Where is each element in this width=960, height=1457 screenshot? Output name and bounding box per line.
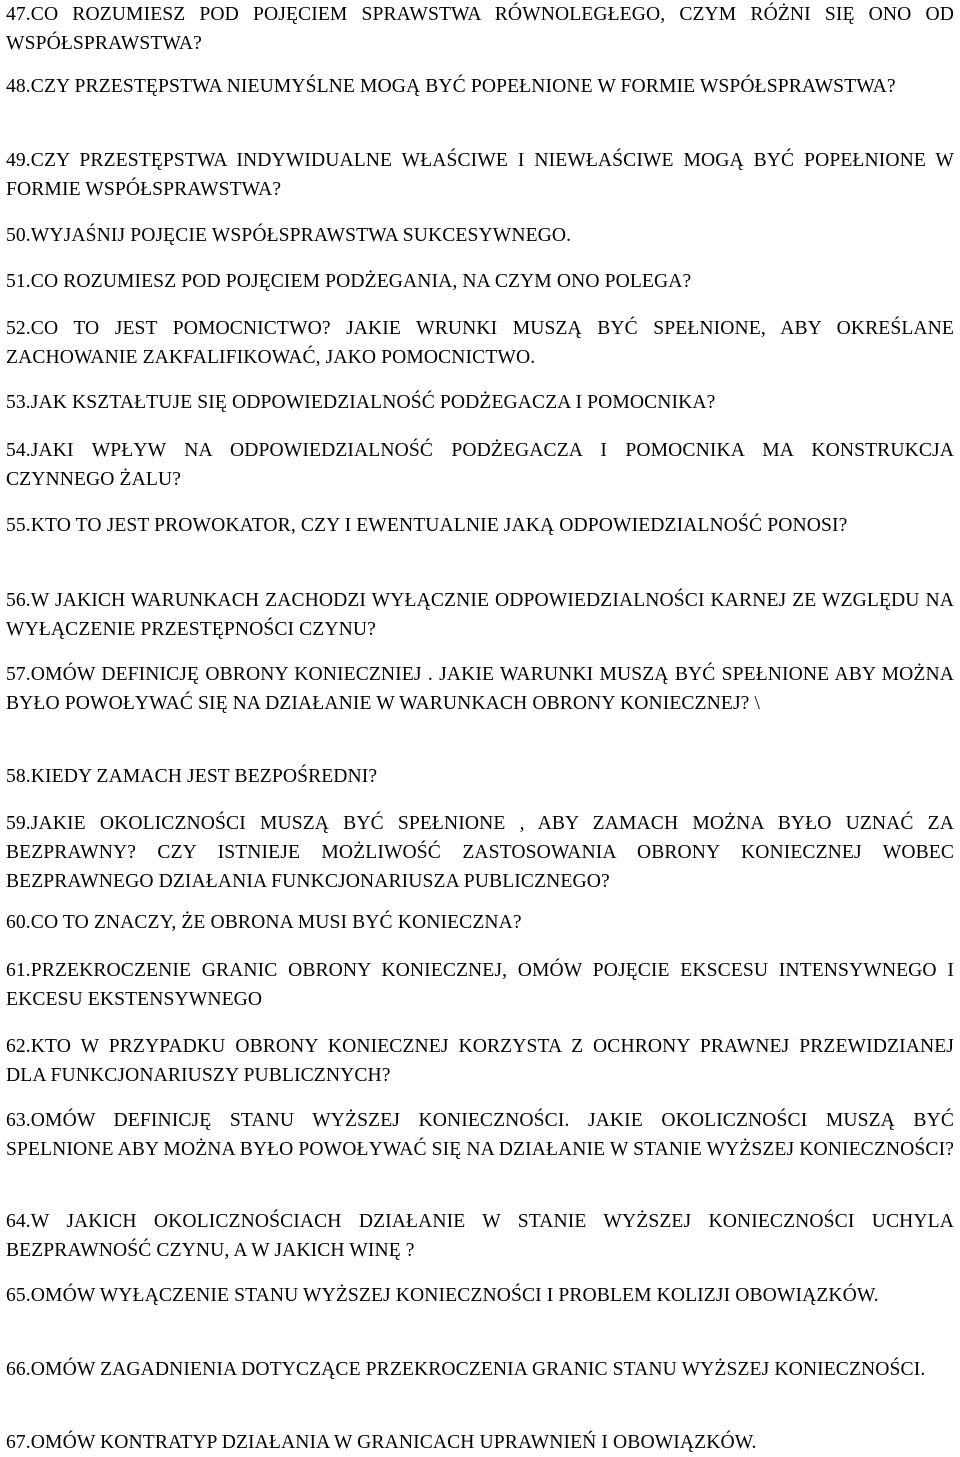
question-text: JAKIE OKOLICZNOŚCI MUSZĄ BYĆ SPEŁNIONE , ABY ZAMACH MOŻNA BYŁO UZNAĆ ZA BEZPRAWNY? CZY ISTNIEJE MOŻLIWOŚĆ ZASTOSOWANIA OBRONY KONIECZNEJ WOBEC BEZPRAWNEGO DZIAŁANIA FUNKCJONARIUSZA PUBLICZNEGO? — [6, 813, 954, 892]
question-text: OMÓW WYŁĄCZENIE STANU WYŻSZEJ KONIECZNOŚCI I PROBLEM KOLIZJI OBOWIĄZKÓW. — [30, 1285, 879, 1306]
question-text: JAK KSZTAŁTUJE SIĘ ODPOWIEDZIALNOŚĆ PODŻEGACZA I POMOCNIKA? — [30, 392, 716, 413]
question-text: OMÓW KONTRATYP DZIAŁANIA W GRANICACH UPRAWNIEŃ I OBOWIĄZKÓW. — [30, 1432, 757, 1453]
question-54 — [6, 436, 954, 494]
question-text: CZY PRZESTĘPSTWA NIEUMYŚLNE MOGĄ BYĆ POPEŁNIONE W FORMIE WSPÓŁSPRAWSTWA? — [30, 76, 896, 97]
question-number: 60. — [6, 912, 31, 933]
question-number: 64. — [6, 1211, 31, 1232]
question-text: W JAKICH WARUNKACH ZACHODZI WYŁĄCZNIE ODPOWIEDZIALNOŚCI KARNEJ ZE WZGLĘDU NA WYŁĄCZENIE PRZESTĘPNOŚCI CZYNU? — [6, 590, 954, 640]
question-49 — [6, 146, 954, 204]
question-64 — [6, 1207, 954, 1265]
question-51 — [6, 267, 954, 296]
question-number: 59. — [6, 813, 31, 834]
question-number: 67. — [6, 1432, 31, 1453]
question-number: 61. — [6, 960, 31, 981]
question-61 — [6, 956, 954, 1014]
question-58 — [6, 762, 954, 791]
question-text: CO TO JEST POMOCNICTWO? JAKIE WRUNKI MUSZĄ BYĆ SPEŁNIONE, ABY OKREŚLANE ZACHOWANIE ZAKFALIFIKOWAĆ, JAKO POMOCNICTWO. — [6, 318, 954, 368]
question-text: OMÓW ZAGADNIENIA DOTYCZĄCE PRZEKROCZENIA GRANIC STANU WYŻSZEJ KONIECZNOŚCI. — [30, 1359, 926, 1380]
question-text: OMÓW DEFINICJĘ OBRONY KONIECZNIEJ . JAKIE WARUNKI MUSZĄ BYĆ SPEŁNIONE ABY MOŻNA BYŁO POWOŁYWAĆ SIĘ NA DZIAŁANIE W WARUNKACH OBRONY KONIECZNEJ? \ — [6, 664, 954, 714]
question-57 — [6, 660, 954, 718]
question-number: 57. — [6, 664, 31, 685]
question-55 — [6, 511, 954, 540]
question-62 — [6, 1032, 954, 1090]
question-66 — [6, 1355, 954, 1384]
question-number: 47. — [6, 4, 31, 25]
question-number: 66. — [6, 1359, 31, 1380]
question-text: WYJAŚNIJ POJĘCIE WSPÓŁSPRAWSTWA SUKCESYWNEGO. — [30, 225, 572, 246]
question-number: 48. — [6, 76, 31, 97]
question-text: CO ROZUMIESZ POD POJĘCIEM SPRAWSTWA RÓWNOLEGŁEGO, CZYM RÓŻNI SIĘ ONO OD WSPÓŁSPRAWSTWA? — [6, 4, 954, 54]
question-47 — [6, 0, 954, 58]
question-text: OMÓW DEFINICJĘ STANU WYŻSZEJ KONIECZNOŚCI. JAKIE OKOLICZNOŚCI MUSZĄ BYĆ SPELNIONE ABY MOŻNA BYŁO POWOŁYWAĆ SIĘ NA DZIAŁANIE W STANIE WYŻSZEJ KONIECZNOŚCI? — [6, 1110, 954, 1160]
question-text: CZY PRZESTĘPSTWA INDYWIDUALNE WŁAŚCIWE I NIEWŁAŚCIWE MOGĄ BYĆ POPEŁNIONE W FORMIE WSPÓŁSPRAWSTWA? — [6, 150, 954, 200]
question-text: JAKI WPŁYW NA ODPOWIEDZIALNOŚĆ PODŻEGACZA I POMOCNIKA MA KONSTRUKCJA CZYNNEGO ŻALU? — [6, 440, 954, 490]
question-number: 63. — [6, 1110, 31, 1131]
question-50 — [6, 221, 954, 250]
question-number: 53. — [6, 392, 31, 413]
question-67 — [6, 1428, 954, 1457]
question-number: 58. — [6, 766, 31, 787]
question-60 — [6, 908, 954, 937]
question-number: 56. — [6, 590, 31, 611]
question-number: 54. — [6, 440, 31, 461]
question-text: PRZEKROCZENIE GRANIC OBRONY KONIECZNEJ, OMÓW POJĘCIE EKSCESU INTENSYWNEGO I EKCESU EKSTENSYWNEGO — [6, 960, 954, 1010]
question-number: 52. — [6, 318, 31, 339]
question-65 — [6, 1281, 954, 1310]
question-52 — [6, 314, 954, 372]
question-text: KIEDY ZAMACH JEST BEZPOŚREDNI? — [30, 766, 378, 787]
question-48 — [6, 72, 954, 101]
question-number: 55. — [6, 515, 31, 536]
question-text: KTO W PRZYPADKU OBRONY KONIECZNEJ KORZYSTA Z OCHRONY PRAWNEJ PRZEWIDZIANEJ DLA FUNKCJONARIUSZY PUBLICZNYCH? — [6, 1036, 954, 1086]
question-53 — [6, 388, 954, 417]
question-number: 51. — [6, 271, 31, 292]
question-number: 62. — [6, 1036, 31, 1057]
question-number: 50. — [6, 225, 31, 246]
question-number: 65. — [6, 1285, 31, 1306]
document-page — [6, 0, 954, 1456]
question-number: 49. — [6, 150, 31, 171]
question-59 — [6, 809, 954, 896]
question-56 — [6, 586, 954, 644]
question-text: CO ROZUMIESZ POD POJĘCIEM PODŻEGANIA, NA CZYM ONO POLEGA? — [30, 271, 692, 292]
question-text: KTO TO JEST PROWOKATOR, CZY I EWENTUALNIE JAKĄ ODPOWIEDZIALNOŚĆ PONOSI? — [30, 515, 848, 536]
question-63 — [6, 1106, 954, 1164]
question-text: CO TO ZNACZY, ŻE OBRONA MUSI BYĆ KONIECZNA? — [30, 912, 522, 933]
question-text: W JAKICH OKOLICZNOŚCIACH DZIAŁANIE W STANIE WYŻSZEJ KONIECZNOŚCI UCHYLA BEZPRAWNOŚĆ CZYNU, A W JAKICH WINĘ ? — [6, 1211, 954, 1261]
